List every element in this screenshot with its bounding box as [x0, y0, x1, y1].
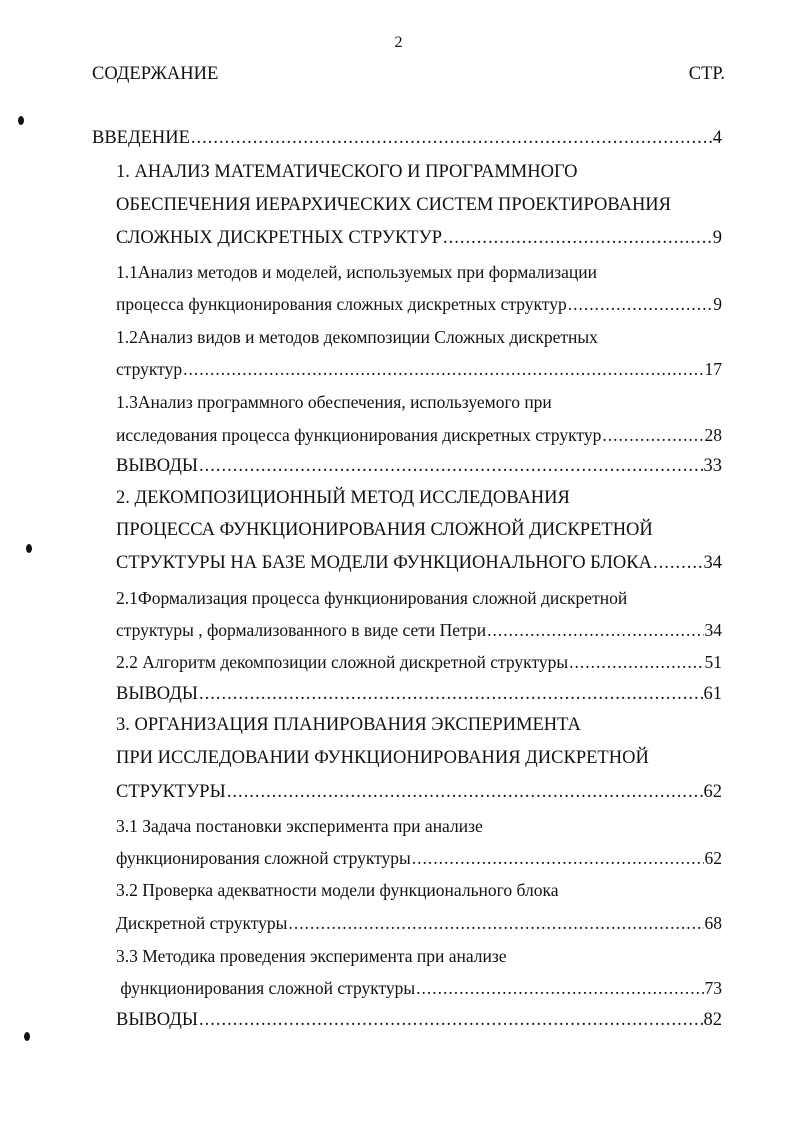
leader-dots: [199, 1010, 702, 1031]
toc-chapter-2-line2[interactable]: ПРОЦЕССА ФУНКЦИОНИРОВАНИЯ СЛОЖНОЙ ДИСКРЕТНОЙ: [116, 520, 653, 540]
toc-entry-page: 68: [704, 913, 722, 933]
toc-section-3-2-line2[interactable]: [116, 913, 722, 934]
toc-entry-page: 34: [703, 553, 722, 573]
toc-entry-title: 2.2 Алгоритм декомпозиции сложной дискретной структуры: [116, 652, 569, 672]
toc-entry-title: процесса функционирования сложных дискретных структур: [116, 294, 567, 314]
toc-section-1-1-line1[interactable]: 1.1Анализ методов и моделей, используемых при формализации: [116, 262, 598, 282]
toc-conclusions-3[interactable]: [116, 1010, 722, 1031]
toc-section-2-2[interactable]: [116, 652, 722, 673]
toc-section-2-1-line1[interactable]: 2.1Формализация процесса функционирования сложной дискретной: [116, 588, 628, 608]
toc-entry-title: функционирования сложной структуры: [116, 978, 416, 998]
toc-entry-page: 73: [704, 978, 722, 998]
toc-entry-intro[interactable]: [92, 128, 722, 149]
leader-dots: [412, 848, 704, 869]
toc-chapter-1-line2[interactable]: ОБЕСПЕЧЕНИЯ ИЕРАРХИЧЕСКИХ СИСТЕМ ПРОЕКТИРОВАНИЯ: [116, 195, 671, 215]
toc-chapter-1-line3[interactable]: [116, 228, 722, 249]
toc-entry-page: 28: [704, 425, 722, 445]
toc-section-3-1-line2[interactable]: [116, 848, 722, 869]
toc-section-1-1-line2[interactable]: [116, 294, 722, 315]
toc-entry-page: 34: [704, 620, 722, 640]
toc-entry-page: 62: [703, 782, 722, 802]
leader-dots: [443, 228, 712, 249]
toc-entry-page: 9: [713, 294, 722, 314]
toc-entry-title: ВЫВОДЫ: [116, 684, 199, 704]
toc-section-2-1-line2[interactable]: [116, 620, 722, 641]
toc-entry-title: функционирования сложной структуры: [116, 848, 411, 868]
leader-dots: [568, 294, 713, 315]
toc-title: СОДЕРЖАНИЕ: [92, 64, 219, 84]
leader-dots: [569, 652, 703, 673]
toc-chapter-3-line3[interactable]: [116, 782, 722, 803]
toc-section-1-2-line1[interactable]: 1.2Анализ видов и методов декомпозиции Сложных дискретных: [116, 327, 598, 347]
leader-dots: [602, 425, 703, 446]
toc-conclusions-1[interactable]: [116, 456, 722, 477]
toc-chapter-3-line1[interactable]: 3. ОРГАНИЗАЦИЯ ПЛАНИРОВАНИЯ ЭКСПЕРИМЕНТА: [116, 715, 581, 735]
toc-section-1-3-line2[interactable]: [116, 425, 722, 446]
toc-entry-title: СТРУКТУРЫ НА БАЗЕ МОДЕЛИ ФУНКЦИОНАЛЬНОГО БЛОКА: [116, 553, 652, 573]
toc-entry-page: 62: [704, 848, 722, 868]
leader-dots: [653, 553, 703, 574]
toc-section-1-3-line1[interactable]: 1.3Анализ программного обеспечения, используемого при: [116, 392, 552, 412]
toc-entry-title: СТРУКТУРЫ: [116, 782, 226, 802]
toc-chapter-2-line1[interactable]: 2. ДЕКОМПОЗИЦИОННЫЙ МЕТОД ИССЛЕДОВАНИЯ: [116, 488, 570, 508]
leader-dots: [487, 620, 703, 641]
leader-dots: [183, 359, 703, 380]
toc-entry-title: ВЫВОДЫ: [116, 1010, 199, 1030]
toc-entry-title: исследования процесса функционирования дискретных структур: [116, 425, 602, 445]
toc-conclusions-2[interactable]: [116, 684, 722, 705]
toc-entry-title: структур: [116, 359, 183, 379]
leader-dots: [199, 456, 702, 477]
leader-dots: [199, 684, 702, 705]
toc-entry-title: ВЫВОДЫ: [116, 456, 199, 476]
toc-chapter-3-line2[interactable]: ПРИ ИССЛЕДОВАНИИ ФУНКЦИОНИРОВАНИЯ ДИСКРЕТНОЙ: [116, 748, 649, 768]
toc-entry-title: ВВЕДЕНИЕ: [92, 128, 190, 148]
toc-section-3-3-line1[interactable]: 3.3 Методика проведения эксперимента при анализе: [116, 946, 507, 966]
toc-entry-title: Дискретной структуры: [116, 913, 288, 933]
toc-entry-page: 51: [704, 652, 722, 672]
toc-entry-page: 82: [703, 1010, 722, 1030]
page-number: 2: [394, 34, 403, 51]
margin-dot: [26, 544, 32, 553]
toc-entry-page: 33: [703, 456, 722, 476]
toc-page-column-label: СТР.: [688, 64, 725, 84]
toc-section-3-3-line2[interactable]: [116, 978, 722, 999]
leader-dots: [191, 128, 712, 149]
toc-entry-page: 4: [712, 128, 722, 148]
toc-section-3-2-line1[interactable]: 3.2 Проверка адекватности модели функционального блока: [116, 880, 559, 900]
leader-dots: [288, 913, 703, 934]
margin-dot: [24, 1032, 30, 1041]
toc-entry-page: 9: [712, 228, 722, 248]
toc-entry-title: структуры , формализованного в виде сети Петри: [116, 620, 487, 640]
leader-dots: [416, 978, 703, 999]
toc-section-1-2-line2[interactable]: [116, 359, 722, 380]
toc-entry-page: 61: [703, 684, 722, 704]
toc-chapter-1-line1[interactable]: 1. АНАЛИЗ МАТЕМАТИЧЕСКОГО И ПРОГРАММНОГО: [116, 162, 578, 182]
toc-entry-title: СЛОЖНЫХ ДИСКРЕТНЫХ СТРУКТУР: [116, 228, 442, 248]
toc-section-3-1-line1[interactable]: 3.1 Задача постановки эксперимента при анализе: [116, 816, 483, 836]
margin-dot: [18, 116, 24, 125]
toc-chapter-2-line3[interactable]: [116, 553, 722, 574]
toc-entry-page: 17: [704, 359, 722, 379]
leader-dots: [227, 782, 703, 803]
